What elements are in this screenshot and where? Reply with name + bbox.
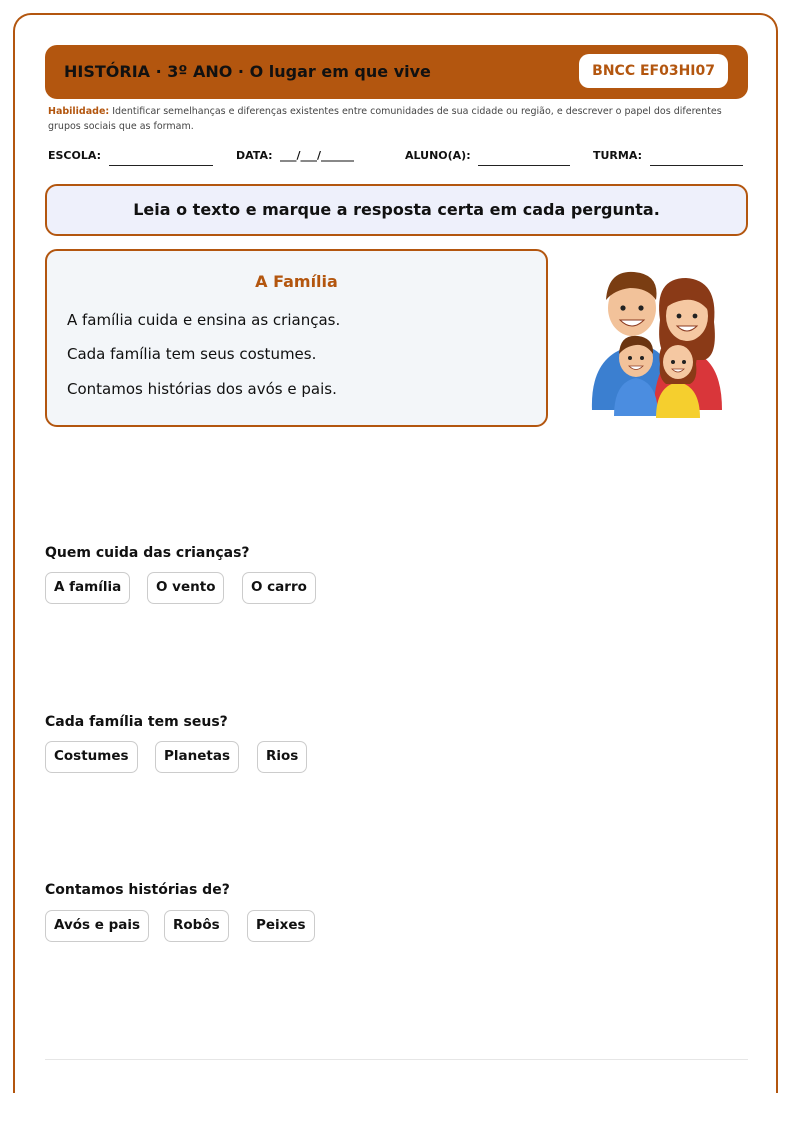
page-title: HISTÓRIA · 3º ANO · O lugar em que vive <box>64 62 431 81</box>
question-2-prompt: Cada família tem seus? <box>45 714 228 730</box>
question-2-option-b[interactable]: Planetas <box>155 741 239 773</box>
reading-line: A família cuida e ensina as crianças. <box>67 311 341 329</box>
aluno-field[interactable] <box>405 149 471 162</box>
escola-field[interactable] <box>48 149 101 162</box>
question-1-option-b[interactable]: O vento <box>147 572 224 604</box>
header-banner <box>45 45 748 99</box>
footer-divider <box>45 1059 748 1060</box>
reading-text-box <box>45 249 548 427</box>
aluno-label: ALUNO(A): <box>405 149 471 162</box>
turma-label: TURMA: <box>593 149 642 162</box>
question-3-prompt: Contamos histórias de? <box>45 882 230 898</box>
habilidade-label: Habilidade: <box>48 106 110 117</box>
question-1-option-a[interactable]: A família <box>45 572 130 604</box>
student-info-fields <box>48 149 748 171</box>
question-2-option-a[interactable]: Costumes <box>45 741 138 773</box>
habilidade-description <box>48 104 748 134</box>
turma-line <box>650 165 743 166</box>
family-illustration-icon <box>584 260 734 420</box>
question-1-prompt: Quem cuida das crianças? <box>45 545 250 561</box>
question-3-option-a[interactable]: Avós e pais <box>45 910 149 942</box>
date-blank: ___/___/______ <box>280 149 355 162</box>
data-label: DATA: <box>236 149 273 162</box>
habilidade-text: Identificar semelhanças e diferenças existentes entre comunidades de sua cidade ou região, e descrever o papel dos diferentes grupos sociais que as formam. <box>48 106 722 132</box>
question-3-option-c[interactable]: Peixes <box>247 910 315 942</box>
question-3-option-b[interactable]: Robôs <box>164 910 229 942</box>
question-1-option-c[interactable]: O carro <box>242 572 316 604</box>
reading-line: Contamos histórias dos avós e pais. <box>67 380 337 398</box>
instruction-banner: Leia o texto e marque a resposta certa em cada pergunta. <box>45 184 748 236</box>
turma-field[interactable] <box>593 149 642 162</box>
bncc-code-badge: BNCC EF03HI07 <box>579 54 728 88</box>
data-field[interactable] <box>236 149 355 162</box>
reading-line: Cada família tem seus costumes. <box>67 345 317 363</box>
aluno-line <box>478 165 570 166</box>
question-2-option-c[interactable]: Rios <box>257 741 307 773</box>
escola-label: ESCOLA: <box>48 149 101 162</box>
escola-line <box>109 165 213 166</box>
reading-title: A Família <box>255 272 338 291</box>
